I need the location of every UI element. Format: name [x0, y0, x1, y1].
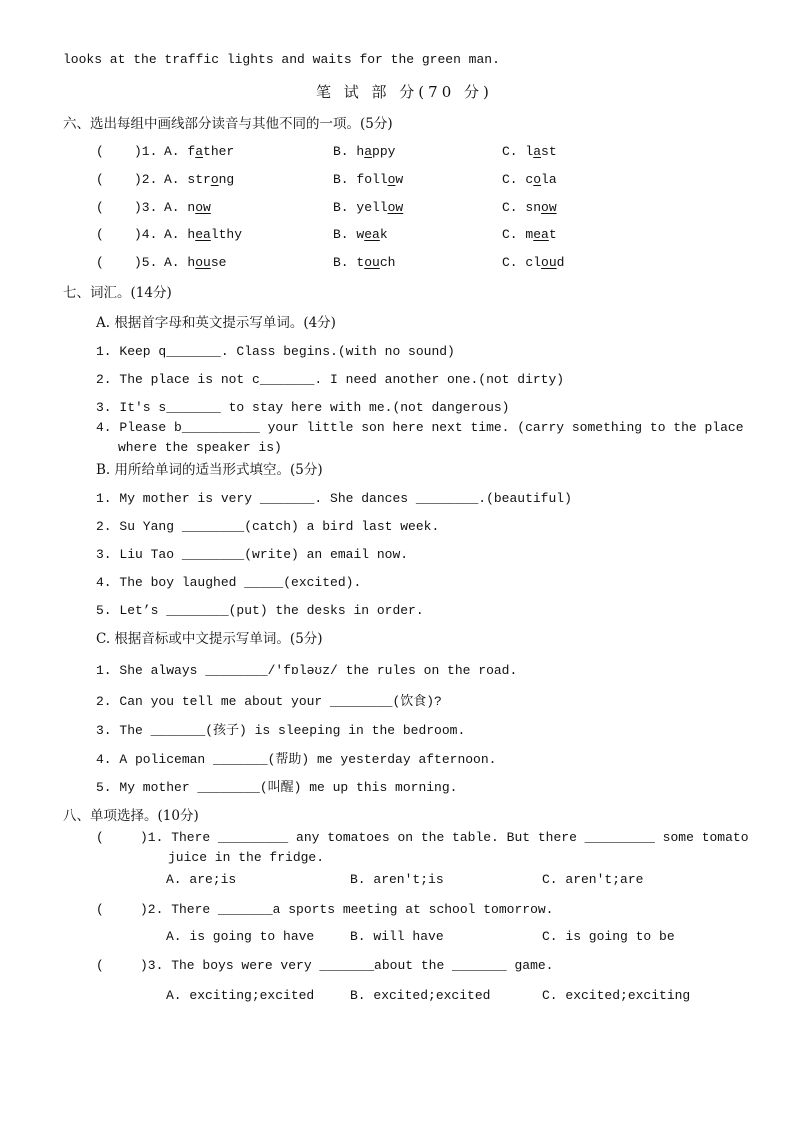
item-paren: (: [96, 200, 104, 215]
option-a: [164, 226, 242, 244]
option-c: [502, 226, 557, 244]
section-7b-line-4: 4. The boy laughed _____(excited).: [96, 575, 362, 590]
intro-line: looks at the traffic lights and waits for the green man.: [63, 52, 500, 67]
option-b: [333, 171, 403, 189]
option-text: t: [548, 227, 557, 242]
option-a: [164, 254, 226, 272]
option-text: ng: [218, 172, 235, 187]
part-title: 笔 试 部 分(70 分): [316, 83, 493, 101]
underlined-part: ou: [364, 255, 380, 270]
section-8-heading: 八、单项选择。(10分): [63, 808, 199, 824]
option-text: C. c: [502, 172, 534, 187]
section-7c-line-5: 5. My mother ________(叫醒) me up this morning.: [96, 780, 458, 795]
item-number: )4.: [134, 227, 158, 242]
option-text: A. n: [164, 200, 196, 215]
option-text: B. yell: [333, 200, 388, 215]
section-7a-line-1: 1. Keep q_______. Class begins.(with no sound): [96, 344, 455, 359]
underlined-part: ow: [541, 200, 557, 215]
q1-stem: )1. There _________ any tomatoes on the table. But there _________ some tomato: [140, 830, 749, 845]
section-6-heading: 六、选出每组中画线部分读音与其他不同的一项。(5分): [63, 116, 393, 132]
q2-paren: (: [96, 902, 104, 917]
option-c: [502, 254, 564, 272]
q2-stem: )2. There _______a sports meeting at school tomorrow.: [140, 902, 554, 917]
option-text: ch: [379, 255, 396, 270]
option-text: B. foll: [333, 172, 388, 187]
section-7b-line-2: 2. Su Yang ________(catch) a bird last week.: [96, 519, 440, 534]
q2-option-b: B. will have: [350, 929, 444, 944]
option-b: [333, 226, 388, 244]
option-text: se: [210, 255, 227, 270]
underlined-part: o: [533, 172, 542, 187]
option-b: [333, 143, 395, 161]
underlined-part: o: [387, 172, 396, 187]
underlined-part: a: [195, 144, 204, 159]
q1-option-a: A. are;is: [166, 872, 237, 887]
item-paren: (: [96, 255, 104, 270]
section-7a-line-2: 2. The place is not c_______. I need another one.(not dirty): [96, 372, 565, 387]
underlined-part: a: [364, 144, 373, 159]
section-7b-line-5: 5. Let’s ________(put) the desks in order.: [96, 603, 424, 618]
q1-paren: (: [96, 830, 104, 845]
q2-option-a: A. is going to have: [166, 929, 315, 944]
section-7c-line-2: 2. Can you tell me about your ________(饮食)?: [96, 694, 442, 709]
option-text: ther: [203, 144, 235, 159]
q1-stem-cont: juice in the fridge.: [168, 850, 325, 865]
option-text: d: [556, 255, 565, 270]
section-7c-line-4: 4. A policeman _______(帮助) me yesterday afternoon.: [96, 752, 497, 767]
item-number: )3.: [134, 200, 158, 215]
q3-option-a: A. exciting;excited: [166, 988, 315, 1003]
q1-option-b: B. aren't;is: [350, 872, 444, 887]
section-7a-line-4-cont: where the speaker is): [118, 440, 282, 455]
q1-option-c: C. aren't;are: [542, 872, 644, 887]
option-text: C. cl: [502, 255, 542, 270]
option-text: lthy: [210, 227, 243, 242]
underlined-part: a: [533, 144, 542, 159]
option-a: [164, 199, 211, 217]
option-text: B. t: [333, 255, 365, 270]
option-b: [333, 199, 403, 217]
section-7a-heading: A. 根据首字母和英文提示写单词。(4分): [96, 315, 336, 331]
q3-option-b: B. excited;excited: [350, 988, 491, 1003]
item-paren: (: [96, 227, 104, 242]
option-text: B. w: [333, 227, 365, 242]
option-text: C. l: [502, 144, 534, 159]
item-paren: (: [96, 172, 104, 187]
option-text: C. sn: [502, 200, 542, 215]
q3-option-c: C. excited;exciting: [542, 988, 691, 1003]
item-number: )1.: [134, 144, 158, 159]
option-c: [502, 171, 557, 189]
underlined-part: ea: [533, 227, 549, 242]
section-7c-line-3: 3. The _______(孩子) is sleeping in the bedroom.: [96, 723, 466, 738]
underlined-part: ou: [195, 255, 211, 270]
option-c: [502, 199, 557, 217]
section-7b-line-1: 1. My mother is very _______. She dances ________.(beautiful): [96, 491, 572, 506]
q3-stem: )3. The boys were very _______about the _______ game.: [140, 958, 554, 973]
option-text: A. h: [164, 255, 196, 270]
section-7a-line-4: 4. Please b__________ your little son here next time. (carry something to the place: [96, 420, 744, 435]
section-7-heading: 七、词汇。(14分): [63, 285, 172, 301]
option-text: la: [541, 172, 557, 187]
underlined-part: ow: [387, 200, 404, 215]
underlined-part: ea: [364, 227, 380, 242]
option-a: [164, 143, 234, 161]
option-text: ppy: [372, 144, 396, 159]
option-c: [502, 143, 557, 161]
section-7a-line-3: 3. It's s_______ to stay here with me.(not dangerous): [96, 400, 510, 415]
section-7b-heading: B. 用所给单词的适当形式填空。(5分): [96, 462, 323, 478]
item-paren: (: [96, 144, 104, 159]
option-text: B. h: [333, 144, 365, 159]
option-text: w: [395, 172, 404, 187]
section-7c-line-1: 1. She always ________/'fɒləʊz/ the rules on the road.: [96, 663, 518, 678]
q3-paren: (: [96, 958, 104, 973]
option-a: [164, 171, 234, 189]
option-text: st: [541, 144, 557, 159]
item-number: )2.: [134, 172, 158, 187]
section-7c-heading: C. 根据音标或中文提示写单词。(5分): [96, 631, 323, 647]
q2-option-c: C. is going to be: [542, 929, 675, 944]
underlined-part: ow: [195, 200, 211, 215]
underlined-part: o: [210, 172, 219, 187]
item-number: )5.: [134, 255, 158, 270]
underlined-part: ea: [195, 227, 211, 242]
option-b: [333, 254, 395, 272]
section-7b-line-3: 3. Liu Tao ________(write) an email now.: [96, 547, 409, 562]
option-text: k: [379, 227, 388, 242]
option-text: A. h: [164, 227, 196, 242]
underlined-part: ou: [541, 255, 557, 270]
option-text: A. f: [164, 144, 196, 159]
option-text: C. m: [502, 227, 534, 242]
option-text: A. str: [164, 172, 211, 187]
